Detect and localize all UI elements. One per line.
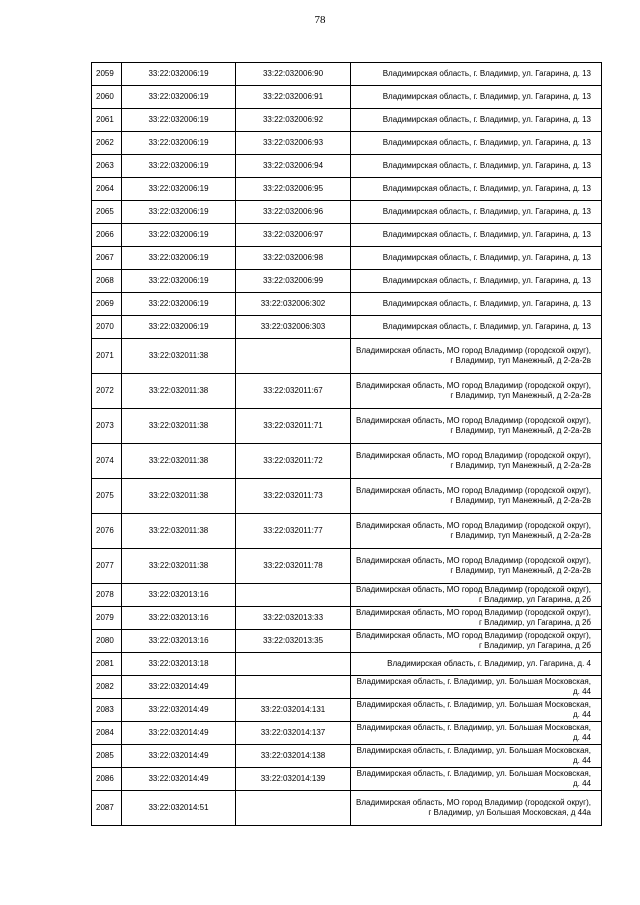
address: Владимирская область, г. Владимир, ул. Гагарина, д. 13 xyxy=(351,201,602,224)
address: Владимирская область, г. Владимир, ул. Гагарина, д. 13 xyxy=(351,247,602,270)
table-row xyxy=(92,607,602,630)
object-cadastral-number: 33:22:032006:92 xyxy=(236,109,351,132)
row-number: 2078 xyxy=(92,584,122,607)
table-row xyxy=(92,201,602,224)
object-cadastral-number: 33:22:032014:131 xyxy=(236,699,351,722)
row-number: 2084 xyxy=(92,722,122,745)
table-row xyxy=(92,224,602,247)
object-cadastral-number: 33:22:032006:98 xyxy=(236,247,351,270)
land-cadastral-number: 33:22:032006:19 xyxy=(122,109,236,132)
row-number: 2076 xyxy=(92,514,122,549)
table-row xyxy=(92,745,602,768)
object-cadastral-number xyxy=(236,791,351,826)
address: Владимирская область, МО город Владимир (городской округ), г Владимир, ул Гагарина, д 2б xyxy=(351,584,602,607)
land-cadastral-number: 33:22:032011:38 xyxy=(122,479,236,514)
row-number: 2061 xyxy=(92,109,122,132)
land-cadastral-number: 33:22:032013:16 xyxy=(122,584,236,607)
row-number: 2067 xyxy=(92,247,122,270)
address: Владимирская область, МО город Владимир (городской округ), г Владимир, ул Гагарина, д 2б xyxy=(351,607,602,630)
row-number: 2060 xyxy=(92,86,122,109)
object-cadastral-number: 33:22:032006:94 xyxy=(236,155,351,178)
land-cadastral-number: 33:22:032011:38 xyxy=(122,339,236,374)
land-cadastral-number: 33:22:032011:38 xyxy=(122,444,236,479)
table-row xyxy=(92,374,602,409)
land-cadastral-number: 33:22:032006:19 xyxy=(122,86,236,109)
address: Владимирская область, г. Владимир, ул. Гагарина, д. 13 xyxy=(351,270,602,293)
land-cadastral-number: 33:22:032014:49 xyxy=(122,768,236,791)
table-row xyxy=(92,293,602,316)
row-number: 2065 xyxy=(92,201,122,224)
row-number: 2082 xyxy=(92,676,122,699)
table-row xyxy=(92,791,602,826)
row-number: 2080 xyxy=(92,630,122,653)
table-row xyxy=(92,676,602,699)
object-cadastral-number: 33:22:032011:73 xyxy=(236,479,351,514)
address: Владимирская область, МО город Владимир (городской округ), г Владимир, туп Манежный, д 2-2а-2в xyxy=(351,409,602,444)
row-number: 2072 xyxy=(92,374,122,409)
address: Владимирская область, г. Владимир, ул. Гагарина, д. 13 xyxy=(351,316,602,339)
land-cadastral-number: 33:22:032006:19 xyxy=(122,132,236,155)
land-cadastral-number: 33:22:032006:19 xyxy=(122,293,236,316)
row-number: 2062 xyxy=(92,132,122,155)
object-cadastral-number: 33:22:032006:302 xyxy=(236,293,351,316)
table-row xyxy=(92,479,602,514)
table-row xyxy=(92,86,602,109)
table-row xyxy=(92,247,602,270)
table-row xyxy=(92,630,602,653)
land-cadastral-number: 33:22:032014:49 xyxy=(122,699,236,722)
object-cadastral-number xyxy=(236,584,351,607)
address: Владимирская область, МО город Владимир (городской округ), г Владимир, туп Манежный, д 2-2а-2в xyxy=(351,374,602,409)
row-number: 2087 xyxy=(92,791,122,826)
object-cadastral-number: 33:22:032006:96 xyxy=(236,201,351,224)
table-row xyxy=(92,653,602,676)
object-cadastral-number: 33:22:032006:93 xyxy=(236,132,351,155)
address: Владимирская область, г. Владимир, ул. Большая Московская, д. 44 xyxy=(351,699,602,722)
row-number: 2077 xyxy=(92,549,122,584)
address: Владимирская область, г. Владимир, ул. Гагарина, д. 4 xyxy=(351,653,602,676)
table-row xyxy=(92,132,602,155)
table-row xyxy=(92,444,602,479)
object-cadastral-number xyxy=(236,676,351,699)
table-row xyxy=(92,584,602,607)
object-cadastral-number: 33:22:032011:71 xyxy=(236,409,351,444)
row-number: 2068 xyxy=(92,270,122,293)
object-cadastral-number: 33:22:032006:90 xyxy=(236,63,351,86)
land-cadastral-number: 33:22:032014:49 xyxy=(122,745,236,768)
table-row xyxy=(92,549,602,584)
row-number: 2079 xyxy=(92,607,122,630)
object-cadastral-number: 33:22:032014:138 xyxy=(236,745,351,768)
object-cadastral-number: 33:22:032006:95 xyxy=(236,178,351,201)
object-cadastral-number: 33:22:032014:137 xyxy=(236,722,351,745)
table-row xyxy=(92,270,602,293)
land-cadastral-number: 33:22:032013:16 xyxy=(122,607,236,630)
row-number: 2085 xyxy=(92,745,122,768)
row-number: 2066 xyxy=(92,224,122,247)
land-cadastral-number: 33:22:032013:16 xyxy=(122,630,236,653)
address: Владимирская область, г. Владимир, ул. Гагарина, д. 13 xyxy=(351,178,602,201)
address: Владимирская область, г. Владимир, ул. Гагарина, д. 13 xyxy=(351,63,602,86)
row-number: 2081 xyxy=(92,653,122,676)
row-number: 2059 xyxy=(92,63,122,86)
table-row xyxy=(92,316,602,339)
table-row xyxy=(92,409,602,444)
object-cadastral-number: 33:22:032011:78 xyxy=(236,549,351,584)
land-cadastral-number: 33:22:032014:49 xyxy=(122,722,236,745)
object-cadastral-number: 33:22:032006:97 xyxy=(236,224,351,247)
address: Владимирская область, г. Владимир, ул. Большая Московская, д. 44 xyxy=(351,722,602,745)
address: Владимирская область, г. Владимир, ул. Гагарина, д. 13 xyxy=(351,224,602,247)
row-number: 2074 xyxy=(92,444,122,479)
address: Владимирская область, г. Владимир, ул. Большая Московская, д. 44 xyxy=(351,768,602,791)
land-cadastral-number: 33:22:032006:19 xyxy=(122,270,236,293)
address: Владимирская область, г. Владимир, ул. Гагарина, д. 13 xyxy=(351,132,602,155)
address: Владимирская область, МО город Владимир (городской округ), г Владимир, туп Манежный, д 2-2а-2в xyxy=(351,479,602,514)
land-cadastral-number: 33:22:032014:49 xyxy=(122,676,236,699)
object-cadastral-number: 33:22:032006:99 xyxy=(236,270,351,293)
table-row xyxy=(92,339,602,374)
land-cadastral-number: 33:22:032011:38 xyxy=(122,549,236,584)
land-cadastral-number: 33:22:032006:19 xyxy=(122,316,236,339)
table-row xyxy=(92,699,602,722)
land-cadastral-number: 33:22:032006:19 xyxy=(122,155,236,178)
object-cadastral-number: 33:22:032006:303 xyxy=(236,316,351,339)
address: Владимирская область, г. Владимир, ул. Гагарина, д. 13 xyxy=(351,109,602,132)
object-cadastral-number: 33:22:032011:67 xyxy=(236,374,351,409)
address: Владимирская область, г. Владимир, ул. Гагарина, д. 13 xyxy=(351,86,602,109)
address: Владимирская область, г. Владимир, ул. Большая Московская, д. 44 xyxy=(351,745,602,768)
object-cadastral-number: 33:22:032013:33 xyxy=(236,607,351,630)
row-number: 2075 xyxy=(92,479,122,514)
row-number: 2070 xyxy=(92,316,122,339)
object-cadastral-number: 33:22:032006:91 xyxy=(236,86,351,109)
land-cadastral-number: 33:22:032011:38 xyxy=(122,514,236,549)
table-body xyxy=(92,63,602,826)
table-row xyxy=(92,178,602,201)
land-cadastral-number: 33:22:032006:19 xyxy=(122,63,236,86)
page-number: 78 xyxy=(314,14,326,26)
object-cadastral-number: 33:22:032011:72 xyxy=(236,444,351,479)
land-cadastral-number: 33:22:032006:19 xyxy=(122,201,236,224)
object-cadastral-number: 33:22:032013:35 xyxy=(236,630,351,653)
address: Владимирская область, г. Владимир, ул. Большая Московская, д. 44 xyxy=(351,676,602,699)
row-number: 2064 xyxy=(92,178,122,201)
land-cadastral-number: 33:22:032006:19 xyxy=(122,247,236,270)
address: Владимирская область, МО город Владимир (городской округ), г Владимир, туп Манежный, д 2-2а-2в xyxy=(351,549,602,584)
address: Владимирская область, г. Владимир, ул. Гагарина, д. 13 xyxy=(351,155,602,178)
table-row xyxy=(92,722,602,745)
row-number: 2063 xyxy=(92,155,122,178)
address: Владимирская область, г. Владимир, ул. Гагарина, д. 13 xyxy=(351,293,602,316)
table-row xyxy=(92,155,602,178)
row-number: 2083 xyxy=(92,699,122,722)
row-number: 2071 xyxy=(92,339,122,374)
land-cadastral-number: 33:22:032006:19 xyxy=(122,224,236,247)
address: Владимирская область, МО город Владимир (городской округ), г Владимир, ул Гагарина, д 2б xyxy=(351,630,602,653)
row-number: 2073 xyxy=(92,409,122,444)
address: Владимирская область, МО город Владимир (городской округ), г Владимир, туп Манежный, д 2-2а-2в xyxy=(351,514,602,549)
table-row xyxy=(92,514,602,549)
table-row xyxy=(92,63,602,86)
land-cadastral-number: 33:22:032006:19 xyxy=(122,178,236,201)
object-cadastral-number: 33:22:032014:139 xyxy=(236,768,351,791)
table-row xyxy=(92,768,602,791)
land-cadastral-number: 33:22:032013:18 xyxy=(122,653,236,676)
land-cadastral-number: 33:22:032014:51 xyxy=(122,791,236,826)
address: Владимирская область, МО город Владимир (городской округ), г Владимир, туп Манежный, д 2-2а-2в xyxy=(351,444,602,479)
object-cadastral-number xyxy=(236,653,351,676)
address: Владимирская область, МО город Владимир (городской округ), г Владимир, туп Манежный, д 2-2а-2в xyxy=(351,339,602,374)
object-cadastral-number: 33:22:032011:77 xyxy=(236,514,351,549)
land-cadastral-number: 33:22:032011:38 xyxy=(122,409,236,444)
object-cadastral-number xyxy=(236,339,351,374)
cadastral-table xyxy=(91,62,602,826)
row-number: 2069 xyxy=(92,293,122,316)
row-number: 2086 xyxy=(92,768,122,791)
address: Владимирская область, МО город Владимир (городской округ), г Владимир, ул Большая Московская, д 44а xyxy=(351,791,602,826)
table-row xyxy=(92,109,602,132)
land-cadastral-number: 33:22:032011:38 xyxy=(122,374,236,409)
